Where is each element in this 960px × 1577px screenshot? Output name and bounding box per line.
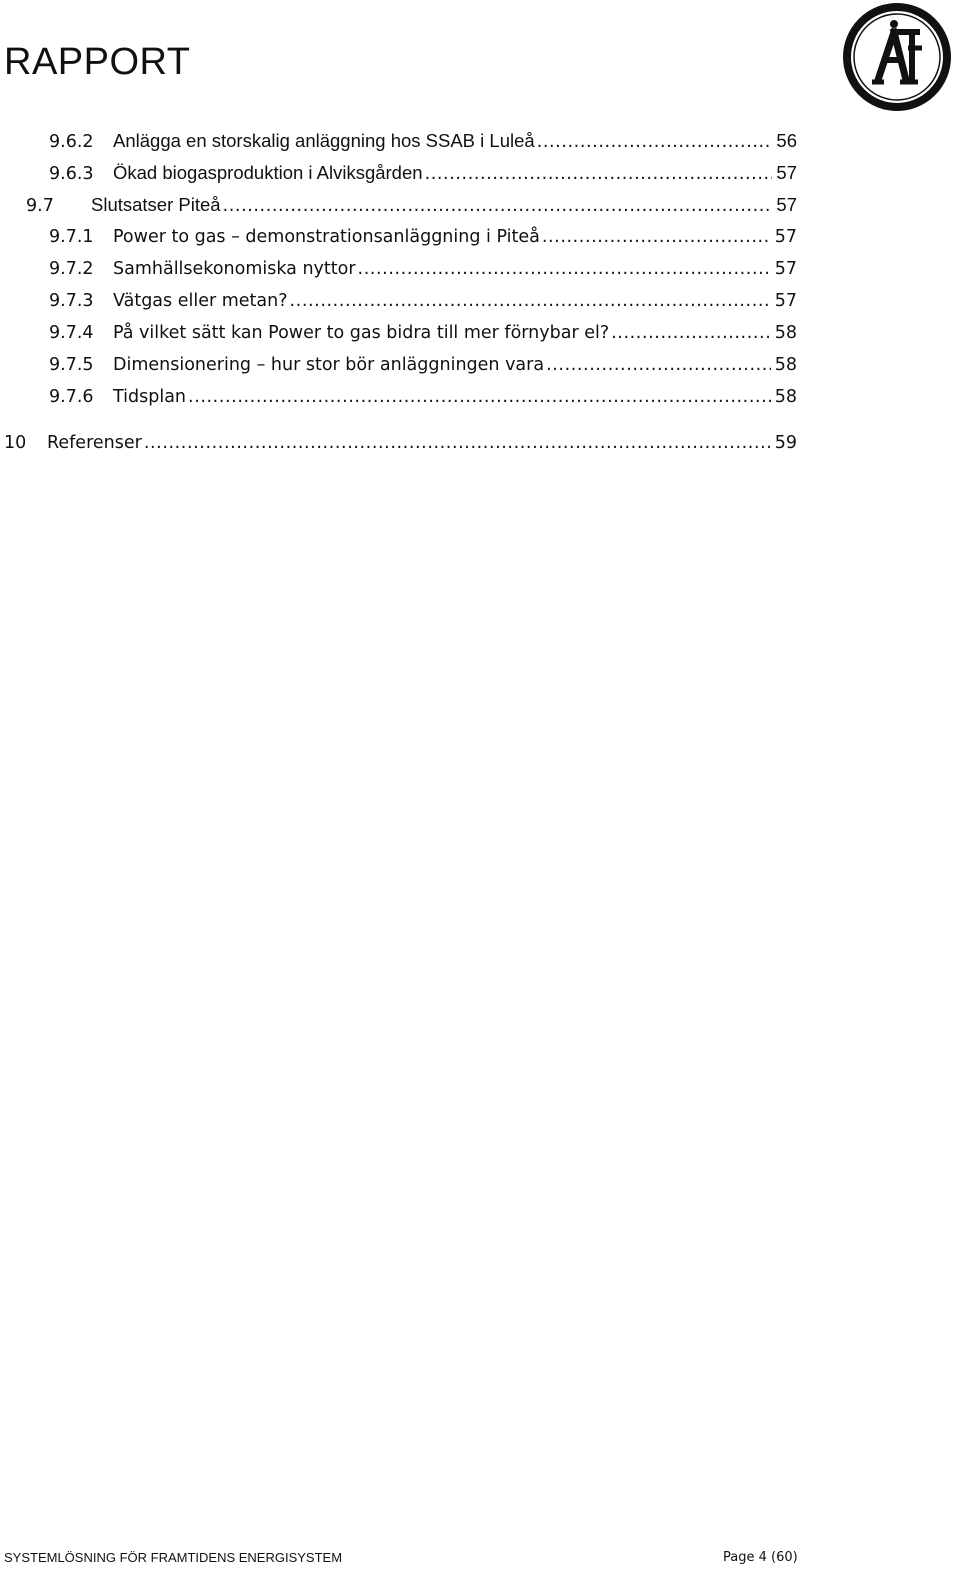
toc-entry-page: 58 (774, 355, 797, 375)
toc-leader-dots (144, 429, 771, 457)
toc-entry-9-7-5[interactable] (49, 351, 797, 379)
toc-entry-9-7[interactable] (26, 191, 797, 219)
toc-entry-title: Samhällsekonomiska nyttor (113, 259, 356, 279)
toc-entry-title: Power to gas – demonstrationsanläggning i Piteå (113, 227, 540, 247)
toc-entry-title: Tidsplan (113, 387, 187, 407)
af-logo-icon (842, 2, 952, 112)
toc-entry-10[interactable] (4, 429, 797, 457)
toc-entry-title: Slutsatser Piteå (91, 194, 221, 215)
toc-entry-number: 9.7 (26, 196, 54, 216)
toc-entry-title: Anlägga en storskalig anläggning hos SSAB i Luleå (113, 130, 535, 151)
toc-entry-number: 9.7.1 (49, 227, 94, 247)
toc-entry-number: 9.7.6 (49, 387, 94, 407)
toc-entry-number: 9.7.4 (49, 323, 94, 343)
toc-entry-page: 57 (774, 227, 797, 247)
toc-leader-dots (358, 255, 771, 283)
toc-leader-dots (611, 319, 771, 347)
toc-entry-title: Dimensionering – hur stor bör anläggningen vara (113, 355, 545, 375)
toc-entry-title: Vätgas eller metan? (113, 291, 288, 311)
toc-entry-page: 57 (774, 291, 797, 311)
toc-entry-page: 57 (776, 162, 797, 183)
toc-leader-dots (546, 351, 771, 379)
toc-leader-dots (290, 287, 771, 315)
toc-entry-title: Referenser (47, 433, 142, 453)
toc-leader-dots (188, 383, 771, 411)
toc-entry-page: 59 (774, 433, 797, 453)
toc-entry-number: 9.7.5 (49, 355, 94, 375)
toc-entry-page: 58 (774, 323, 797, 343)
footer-document-title: SYSTEMLÖSNING FÖR FRAMTIDENS ENERGISYSTEM (4, 1550, 343, 1565)
toc-entry-number: 9.7.2 (49, 259, 94, 279)
toc-entry-number: 9.6.2 (49, 132, 94, 152)
toc-entry-9-6-3[interactable] (49, 159, 797, 187)
toc-entry-page: 57 (776, 194, 797, 215)
toc-entry-9-6-2[interactable] (49, 127, 797, 155)
toc-leader-dots (537, 128, 773, 156)
toc-entry-page: 57 (774, 259, 797, 279)
toc-entry-page: 56 (776, 130, 797, 151)
toc-entry-title: Ökad biogasproduktion i Alviksgården (113, 162, 423, 183)
toc-entry-title: På vilket sätt kan Power to gas bidra till mer förnybar el? (113, 323, 610, 343)
page-title: RAPPORT (4, 41, 191, 83)
toc-entry-9-7-2[interactable] (49, 255, 797, 283)
toc-leader-dots (542, 223, 771, 251)
toc-entry-9-7-1[interactable] (49, 223, 797, 251)
toc-entry-number: 9.6.3 (49, 164, 94, 184)
footer-page-number: Page 4 (60) (723, 1550, 798, 1565)
toc-leader-dots (425, 160, 773, 188)
toc-entry-9-7-4[interactable] (49, 319, 797, 347)
toc-entry-9-7-6[interactable] (49, 383, 797, 411)
toc-entry-number: 10 (4, 433, 27, 453)
toc-entry-page: 58 (774, 387, 797, 407)
toc-leader-dots (223, 192, 773, 220)
toc-entry-number: 9.7.3 (49, 291, 94, 311)
toc-entry-9-7-3[interactable] (49, 287, 797, 315)
